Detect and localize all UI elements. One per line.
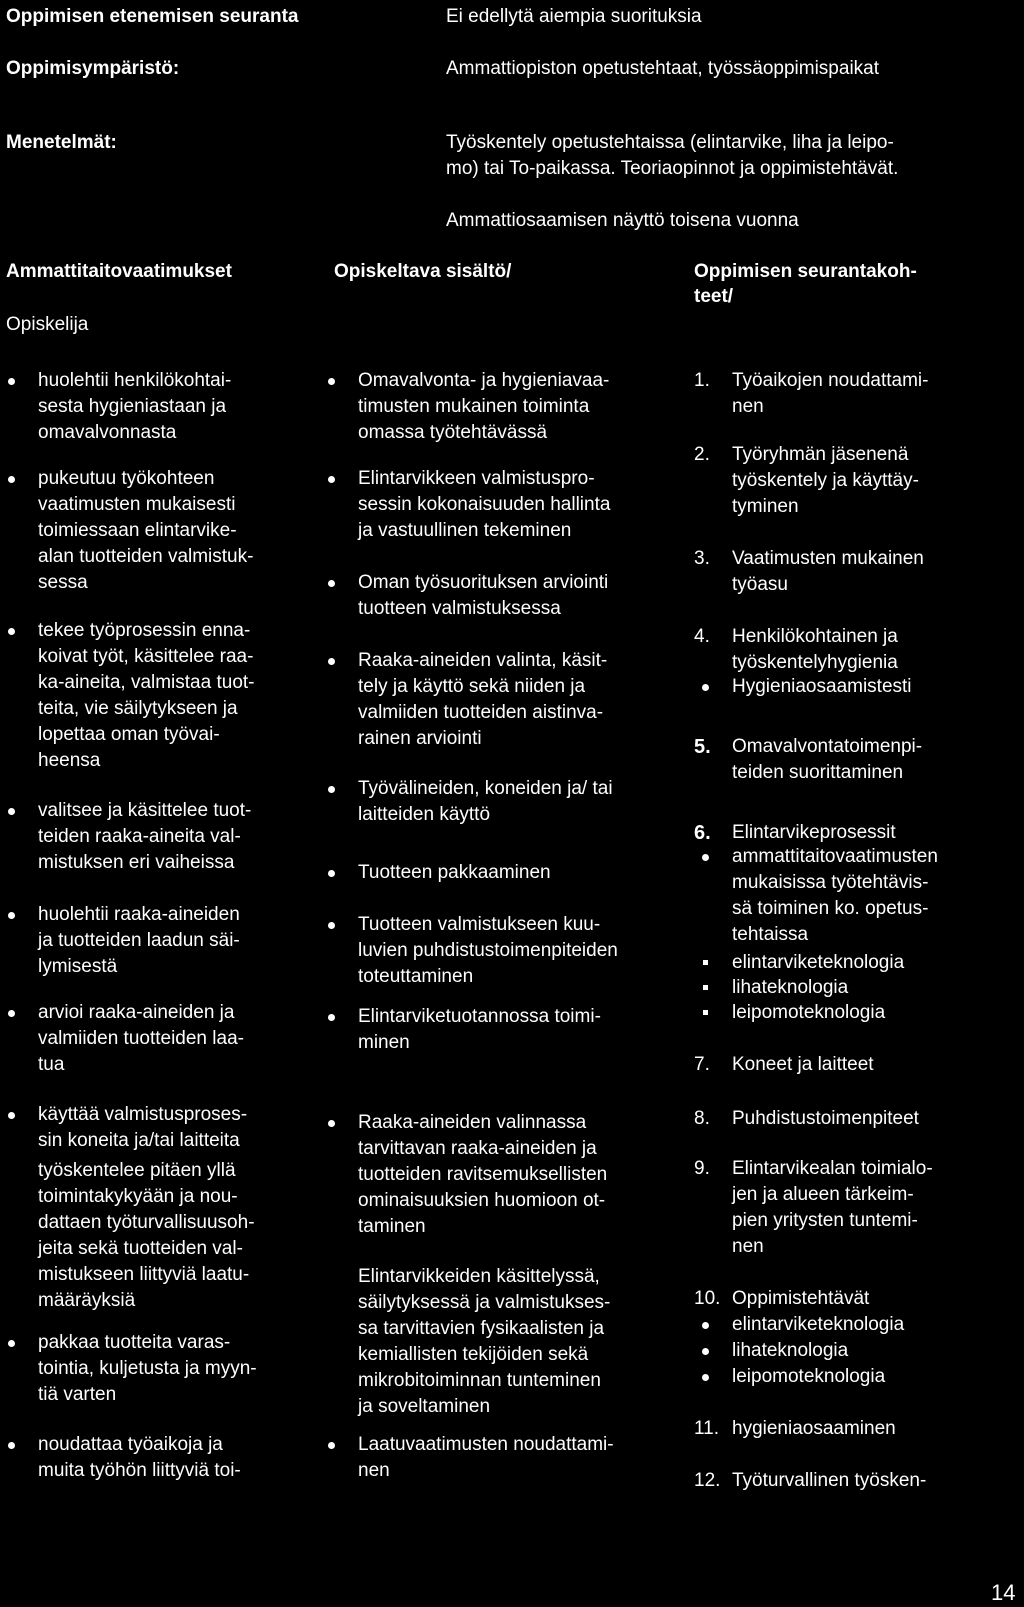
col1-item-line: vaatimusten mukaisesti	[38, 494, 236, 515]
col3-item-number: 11.	[694, 1418, 720, 1439]
bullet-dot-icon	[8, 808, 15, 815]
col3-item-number: 9.	[694, 1158, 710, 1179]
col1-item-line: sessa	[38, 572, 88, 593]
col2-item-line: nen	[358, 1460, 390, 1481]
col1-item-line: pukeutuu työkohteen	[38, 468, 215, 489]
col3-item-line: työasu	[732, 574, 788, 595]
col2-item-line: rainen arviointi	[358, 728, 482, 749]
col2-item-line: ja soveltaminen	[358, 1396, 491, 1417]
col2-item-line: sessin kokonaisuuden hallinta	[358, 494, 611, 515]
bullet-dot-icon	[8, 628, 15, 635]
col1-item-line: tiä varten	[38, 1384, 117, 1405]
bullet-square-icon	[703, 985, 708, 990]
bullet-dot-icon	[8, 476, 15, 483]
col2-item-line: ja vastuullinen tekeminen	[358, 520, 572, 541]
col3-item-line: Puhdistustoimenpiteet	[732, 1108, 919, 1129]
col3-item-line: lihateknologia	[732, 977, 849, 998]
col3-item-line: Omavalvontatoimenpi-	[732, 736, 923, 757]
col1-item-line: teita, vie säilytykseen ja	[38, 698, 238, 719]
col3-item-number: 8.	[694, 1108, 710, 1129]
bullet-dot-icon	[328, 378, 335, 385]
col3-item-line: nen	[732, 1236, 764, 1257]
col2-item-line: sa tarvittavien fysikaalisten ja	[358, 1318, 605, 1339]
col3-item-number: 5.	[694, 736, 711, 758]
col3-item-line: Elintarvikeprosessit	[732, 822, 896, 843]
col1-item-line: jeita sekä tuotteiden val-	[38, 1238, 243, 1259]
col2-item-line: tely ja käyttö sekä niiden ja	[358, 676, 586, 697]
col2-item-line: ominaisuuksien huomioon ot-	[358, 1190, 606, 1211]
col2-item-line: Omavalvonta- ja hygieniavaa-	[358, 370, 610, 391]
col1-item-line: valmiiden tuotteiden laa-	[38, 1028, 244, 1049]
col1-item-line: ka-aineita, valmistaa tuot-	[38, 672, 255, 693]
col3-item-number: 10.	[694, 1288, 721, 1309]
header-label-progress: Oppimisen etenemisen seuranta	[6, 6, 299, 27]
bullet-dot-icon	[328, 580, 335, 587]
col2-item-line: Elintarvikkeiden käsittelyssä,	[358, 1266, 600, 1287]
col1-item-line: muita työhön liittyviä toi-	[38, 1460, 241, 1481]
col2-item-line: Tuotteen valmistukseen kuu-	[358, 914, 601, 935]
bullet-dot-icon	[328, 870, 335, 877]
bullet-dot-icon	[702, 1322, 709, 1329]
col3-item-line: Elintarvikealan toimialo-	[732, 1158, 933, 1179]
bullet-dot-icon	[8, 1340, 15, 1347]
col1-item-line: ja tuotteiden laadun säi-	[38, 930, 240, 951]
col1-item-line: sesta hygieniastaan ja	[38, 396, 227, 417]
col2-item-line: kemiallisten tekijöiden sekä	[358, 1344, 589, 1365]
col1-item-line: tekee työprosessin enna-	[38, 620, 251, 641]
col3-item-line: lihateknologia	[732, 1340, 849, 1361]
bullet-dot-icon	[328, 1442, 335, 1449]
bullet-dot-icon	[8, 378, 15, 385]
col3-item-line: Koneet ja laitteet	[732, 1054, 874, 1075]
bullet-dot-icon	[702, 1348, 709, 1355]
header-value-environment: Ammattiopiston opetustehtaat, työssäoppimispaikat	[446, 58, 880, 79]
col3-item-line: Työryhmän jäsenenä	[732, 444, 909, 465]
col1-item-line: lymisestä	[38, 956, 118, 977]
col2-item-line: tarvittavan raaka-aineiden ja	[358, 1138, 597, 1159]
col1-item-line: toimiessaan elintarvike-	[38, 520, 237, 541]
col2-item-line: Raaka-aineiden valinnassa	[358, 1112, 587, 1133]
col3-item-line: leipomoteknologia	[732, 1002, 886, 1023]
col2-item-line: Elintarviketuotannossa toimi-	[358, 1006, 601, 1027]
col3-item-line: tyminen	[732, 496, 799, 517]
bullet-dot-icon	[328, 658, 335, 665]
col3-item-line: Henkilökohtainen ja	[732, 626, 898, 647]
col1-item-line: noudattaa työaikoja ja	[38, 1434, 223, 1455]
col2-item-line: Oman työsuorituksen arviointi	[358, 572, 609, 593]
bullet-dot-icon	[8, 912, 15, 919]
col1-item-line: huolehtii raaka-aineiden	[38, 904, 240, 925]
col3-item-line: hygieniaosaaminen	[732, 1418, 896, 1439]
col2-item-line: Elintarvikkeen valmistuspro-	[358, 468, 595, 489]
bullet-dot-icon	[328, 1120, 335, 1127]
col3-title-line2: teet/	[694, 286, 734, 307]
col2-item-line: toteuttaminen	[358, 966, 474, 987]
col3-item-line: leipomoteknologia	[732, 1366, 886, 1387]
bullet-dot-icon	[328, 922, 335, 929]
col2-item-line: timusten mukainen toiminta	[358, 396, 590, 417]
col1-item-line: mistukseen liittyviä laatu-	[38, 1264, 250, 1285]
col1-item-line: koivat työt, käsittelee raa-	[38, 646, 254, 667]
col1-item-line: toimintakykyään ja nou-	[38, 1186, 238, 1207]
col1-title: Ammattitaitovaatimukset	[6, 261, 232, 282]
col3-item-line: Vaatimusten mukainen	[732, 548, 924, 569]
col1-subtitle: Opiskelija	[6, 314, 89, 335]
col2-item-line: tuotteen valmistuksessa	[358, 598, 561, 619]
col1-item-line: dattaen työturvallisuusoh-	[38, 1212, 255, 1233]
bullet-square-icon	[703, 960, 708, 965]
col3-item-number: 2.	[694, 444, 710, 465]
col1-item-line: määräyksiä	[38, 1290, 136, 1311]
col3-item-number: 12.	[694, 1470, 721, 1491]
col3-item-line: jen ja alueen tärkeim-	[732, 1184, 914, 1205]
col3-item-number: 3.	[694, 548, 710, 569]
col2-item-line: tuotteiden ravitsemuksellisten	[358, 1164, 608, 1185]
col1-item-line: lopettaa oman työvai-	[38, 724, 220, 745]
col3-item-line: työskentely ja käyttäy-	[732, 470, 919, 491]
col3-item-number: 6.	[694, 822, 711, 844]
col2-item-line: Tuotteen pakkaaminen	[358, 862, 551, 883]
col1-item-line: valitsee ja käsittelee tuot-	[38, 800, 252, 821]
col1-item-line: sin koneita ja/tai laitteita	[38, 1130, 240, 1151]
col2-item-line: luvien puhdistustoimenpiteiden	[358, 940, 618, 961]
col3-item-line: ammattitaitovaatimusten	[732, 846, 938, 867]
col1-item-line: heensa	[38, 750, 101, 771]
col3-item-line: Oppimistehtävät	[732, 1288, 870, 1309]
bullet-dot-icon	[702, 1374, 709, 1381]
header-value-methods-line1: Työskentely opetustehtaissa (elintarvike, liha ja leipo-	[446, 132, 894, 153]
col3-item-number: 4.	[694, 626, 710, 647]
col1-item-line: teiden raaka-aineita val-	[38, 826, 241, 847]
col3-item-line: työskentelyhygienia	[732, 652, 898, 673]
header-value-methods-line2: mo) tai To-paikassa. Teoriaopinnot ja oppimistehtävät.	[446, 158, 899, 179]
col3-item-line: Hygieniaosaamistesti	[732, 676, 912, 697]
col2-title: Opiskeltava sisältö/	[334, 261, 512, 282]
bullet-dot-icon	[8, 1010, 15, 1017]
col1-item-line: omavalvonnasta	[38, 422, 177, 443]
col3-item-number: 7.	[694, 1054, 710, 1075]
col3-item-line: tehtaissa	[732, 924, 809, 945]
header-value-progress: Ei edellytä aiempia suorituksia	[446, 6, 702, 27]
col1-item-line: mistuksen eri vaiheissa	[38, 852, 235, 873]
bullet-dot-icon	[8, 1112, 15, 1119]
col2-item-line: Työvälineiden, koneiden ja/ tai	[358, 778, 613, 799]
bullet-dot-icon	[328, 1014, 335, 1021]
col1-item-line: tointia, kuljetusta ja myyn-	[38, 1358, 257, 1379]
col3-item-line: nen	[732, 396, 764, 417]
col2-item-line: Raaka-aineiden valinta, käsit-	[358, 650, 608, 671]
col2-item-line: Laatuvaatimusten noudattami-	[358, 1434, 614, 1455]
col2-item-line: minen	[358, 1032, 410, 1053]
col3-item-line: pien yritysten tuntemi-	[732, 1210, 918, 1231]
col1-item-line: huolehtii henkilökohtai-	[38, 370, 232, 391]
bullet-dot-icon	[328, 476, 335, 483]
page-number: 14	[991, 1580, 1016, 1605]
col3-item-line: elintarviketeknologia	[732, 1314, 905, 1335]
header-label-methods: Menetelmät:	[6, 132, 117, 153]
col1-item-line: alan tuotteiden valmistuk-	[38, 546, 254, 567]
col2-item-line: valmiiden tuotteiden aistinva-	[358, 702, 604, 723]
col3-item-number: 1.	[694, 370, 710, 391]
header-value-methods-line3: Ammattiosaamisen näyttö toisena vuonna	[446, 210, 799, 231]
header-label-environment: Oppimisympäristö:	[6, 58, 180, 79]
col1-item-line: työskentelee pitäen yllä	[38, 1160, 236, 1181]
col2-item-line: mikrobitoiminnan tunteminen	[358, 1370, 601, 1391]
bullet-dot-icon	[702, 854, 709, 861]
col3-item-line: elintarviketeknologia	[732, 952, 905, 973]
col2-item-line: taminen	[358, 1216, 426, 1237]
col1-item-line: arvioi raaka-aineiden ja	[38, 1002, 235, 1023]
col3-item-line: teiden suorittaminen	[732, 762, 904, 783]
col3-title-line1: Oppimisen seurantakoh-	[694, 261, 917, 282]
col1-item-line: pakkaa tuotteita varas-	[38, 1332, 231, 1353]
bullet-dot-icon	[8, 1442, 15, 1449]
col2-item-line: laitteiden käyttö	[358, 804, 491, 825]
bullet-square-icon	[703, 1010, 708, 1015]
col2-item-line: säilytyksessä ja valmistukses-	[358, 1292, 611, 1313]
col3-item-line: sä toiminen ko. opetus-	[732, 898, 929, 919]
col3-item-line: mukaisissa työtehtävis-	[732, 872, 929, 893]
col3-item-line: Työaikojen noudattami-	[732, 370, 929, 391]
bullet-dot-icon	[328, 786, 335, 793]
col1-item-line: käyttää valmistusproses-	[38, 1104, 248, 1125]
col1-item-line: tua	[38, 1054, 65, 1075]
col2-item-line: omassa työtehtävässä	[358, 422, 548, 443]
bullet-dot-icon	[702, 684, 709, 691]
col3-item-line: Työturvallinen työsken-	[732, 1470, 927, 1491]
